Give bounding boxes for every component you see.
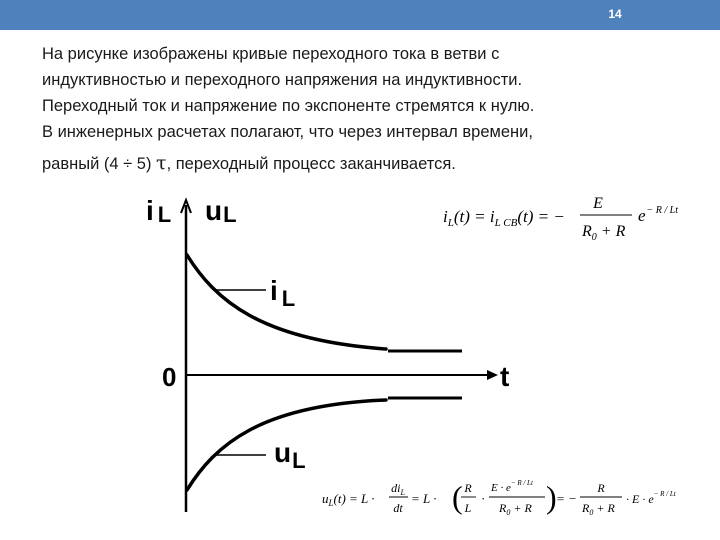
f2-frac4-den: $R_0 + R$ [582, 501, 615, 517]
text-line-5-start: равный (4 ÷ 5) [42, 155, 157, 173]
f2-frac1-num: $di_L$ [391, 481, 405, 497]
x-label-t: t [500, 361, 510, 392]
f2-paren-close: ) [546, 479, 557, 515]
f2-lhs: $u_L(t) = L$ · [322, 491, 375, 508]
f1-lhs: $i_L(t) = i_{L CB}(t)$ = − [443, 207, 565, 229]
tau-symbol: τ [156, 152, 167, 174]
f1-denominator: $R_0 + R$ [582, 223, 626, 243]
f1-numerator: E [593, 195, 603, 212]
f2-frac3-den: $R_0 + R$ [499, 501, 532, 517]
f2-dot1: · [481, 491, 486, 506]
text-line-2: индуктивностью и переходного напряжения на индуктивности. [42, 71, 523, 89]
f2-frac3-num: $E \cdot e^{- R / Lt}$ [491, 479, 533, 494]
f2-frac2-den: L [464, 501, 472, 515]
formula-voltage [322, 479, 677, 517]
curve-i-label: i $_L$ [270, 275, 296, 311]
formula-current [443, 195, 678, 243]
y-label-i: i L [146, 195, 172, 227]
curve-u-label: $u_L$ [274, 437, 306, 473]
slide-number: 14 [608, 7, 622, 21]
f2-tail: · $E \cdot e^{- R / Lt}$ [626, 490, 676, 506]
f2-frac4-num: R [597, 481, 605, 495]
f2-frac2-num: R [464, 481, 472, 495]
text-line-5-end: , переходный процесс заканчивается. [166, 155, 456, 173]
x-axis-arrow [487, 370, 498, 380]
f2-mid1: = L · [411, 491, 437, 506]
text-line-3: Переходный ток и напряжение по экспоненте стремятся к нулю. [42, 97, 535, 115]
text-line-4: В инженерных расчетах полагают, что через интервал времени, [42, 123, 533, 141]
f2-frac1-den: dt [393, 501, 403, 515]
y-label-u: uL [205, 195, 237, 227]
text-line-1: На рисунке изображены кривые переходного тока в ветви с [42, 45, 500, 63]
f2-paren-open: ( [452, 479, 463, 515]
f1-exp: $e^{- R / Lt}$ [638, 205, 679, 225]
origin-label: 0 [162, 362, 177, 392]
f2-mid2: = − [556, 491, 577, 506]
